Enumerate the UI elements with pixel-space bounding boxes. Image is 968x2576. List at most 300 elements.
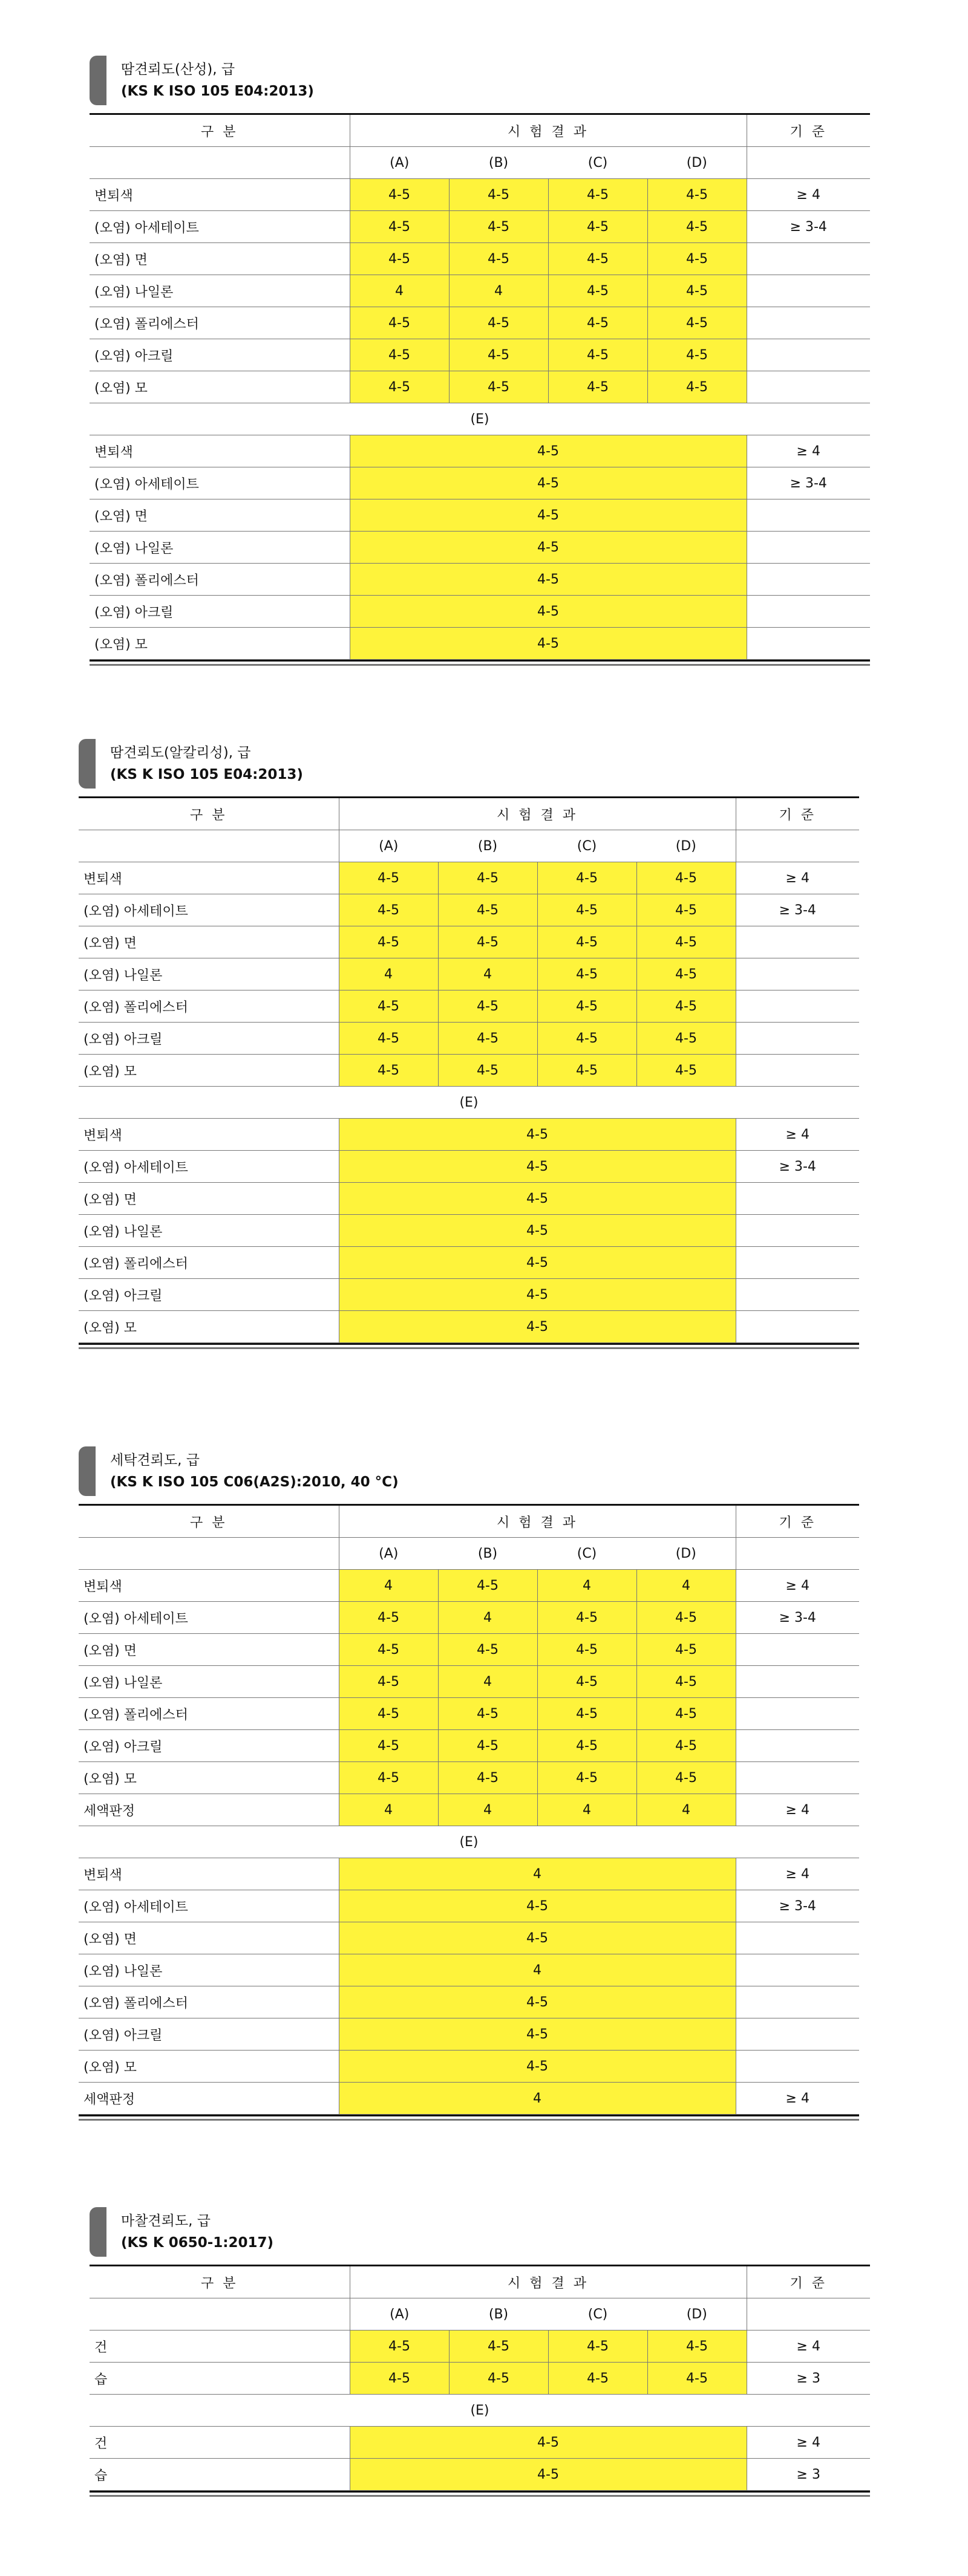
result-cell: 4-5 <box>636 990 736 1023</box>
result-cell: 4-5 <box>537 1762 636 1794</box>
sample-label: (C) <box>548 147 647 179</box>
sample-label-row <box>90 2298 870 2330</box>
result-cell: 4-5 <box>548 211 647 243</box>
standard-cell <box>736 1954 859 1986</box>
table-row <box>90 275 870 307</box>
row-label: (오염) 모 <box>79 1311 339 1343</box>
result-cell: 4-5 <box>350 243 449 275</box>
row-label: (오염) 모 <box>79 1055 339 1087</box>
row-label: (오염) 모 <box>79 1762 339 1794</box>
row-label: (오염) 나일론 <box>79 1215 339 1247</box>
section-standard: (KS K ISO 105 E04:2013) <box>110 767 303 782</box>
standard-cell: ≥ 3 <box>747 2459 870 2491</box>
sample-label: (B) <box>449 147 548 179</box>
standard-cell <box>736 2018 859 2051</box>
result-cell: 4-5 <box>339 1183 736 1215</box>
table-row <box>79 1055 859 1087</box>
standard-cell <box>736 1247 859 1279</box>
table-row <box>79 1602 859 1634</box>
row-label: 변퇴색 <box>90 179 350 211</box>
result-cell: 4-5 <box>537 926 636 958</box>
sample-label: (B) <box>438 830 537 862</box>
result-cell: 4 <box>339 1858 736 1890</box>
table-row <box>79 2083 859 2115</box>
result-cell: 4-5 <box>339 1215 736 1247</box>
standard-cell <box>747 371 870 403</box>
table-row <box>79 2051 859 2083</box>
result-cell: 4-5 <box>548 275 647 307</box>
result-cell: 4 <box>339 1794 438 1826</box>
row-label: 건 <box>90 2330 350 2363</box>
standard-cell: ≥ 4 <box>747 179 870 211</box>
result-cell: 4-5 <box>350 532 747 564</box>
table-end-rule <box>79 1343 859 1345</box>
row-label: (오염) 아세테이트 <box>79 894 339 926</box>
sample-e-label-row <box>79 1087 859 1119</box>
standard-cell: ≥ 3-4 <box>736 1602 859 1634</box>
result-cell: 4-5 <box>350 2363 449 2395</box>
table-row <box>90 211 870 243</box>
sample-label: (D) <box>636 1538 736 1570</box>
row-label: (오염) 아크릴 <box>79 1279 339 1311</box>
standard-cell <box>736 1634 859 1666</box>
standard-cell <box>747 532 870 564</box>
table-row <box>79 1858 859 1890</box>
table-row <box>79 894 859 926</box>
result-cell: 4 <box>449 275 548 307</box>
section-marker <box>90 2207 106 2257</box>
table-end-rule <box>90 660 870 662</box>
result-cell: 4-5 <box>647 307 747 339</box>
table-row <box>90 435 870 467</box>
fastness-section <box>79 739 859 1349</box>
header-standard: 기 준 <box>736 798 859 830</box>
table-header-row <box>79 798 859 830</box>
header-category: 구 분 <box>90 114 350 147</box>
result-cell: 4-5 <box>339 862 438 894</box>
row-label: 변퇴색 <box>90 435 350 467</box>
result-cell: 4 <box>339 1570 438 1602</box>
standard-cell <box>747 339 870 371</box>
result-cell: 4-5 <box>350 371 449 403</box>
result-cell: 4-5 <box>438 1730 537 1762</box>
sample-label-spacer <box>736 830 859 862</box>
table-row <box>79 1311 859 1343</box>
table-row <box>90 596 870 628</box>
section-header <box>79 739 859 796</box>
section-header <box>90 56 870 113</box>
row-label: 변퇴색 <box>79 1119 339 1151</box>
header-results: 시 험 결 과 <box>339 798 736 830</box>
fastness-section <box>90 2207 870 2497</box>
sample-label-spacer <box>747 2298 870 2330</box>
table-row <box>90 243 870 275</box>
result-cell: 4-5 <box>350 467 747 499</box>
table-row <box>90 564 870 596</box>
result-cell: 4-5 <box>339 2051 736 2083</box>
standard-cell: ≥ 3-4 <box>747 211 870 243</box>
row-label: (오염) 모 <box>90 628 350 660</box>
section-title: 땀견뢰도(산성), 급 <box>121 62 235 77</box>
standard-cell: ≥ 4 <box>747 2330 870 2363</box>
table-row <box>79 2018 859 2051</box>
standard-cell <box>736 1666 859 1698</box>
table-row <box>79 926 859 958</box>
result-cell: 4 <box>339 958 438 990</box>
table-row <box>79 1247 859 1279</box>
sample-e-label: (E) <box>90 403 870 435</box>
result-cell: 4-5 <box>350 211 449 243</box>
row-label: (오염) 나일론 <box>79 958 339 990</box>
table-end-rule <box>79 2119 859 2121</box>
row-label: 세액판정 <box>79 2083 339 2115</box>
result-cell: 4-5 <box>339 2018 736 2051</box>
fastness-section <box>90 56 870 666</box>
result-cell: 4-5 <box>449 339 548 371</box>
result-cell: 4-5 <box>350 2459 747 2491</box>
result-cell: 4-5 <box>438 926 537 958</box>
row-label: (오염) 면 <box>90 243 350 275</box>
standard-cell <box>736 1279 859 1311</box>
table-row <box>90 2330 870 2363</box>
standard-cell <box>747 628 870 660</box>
result-cell: 4-5 <box>438 1570 537 1602</box>
table-end-rule <box>90 2495 870 2497</box>
result-cell: 4 <box>537 1794 636 1826</box>
row-label: 건 <box>90 2427 350 2459</box>
section-title: 마찰견뢰도, 급 <box>121 2213 211 2229</box>
results-table <box>90 2265 870 2491</box>
section-standard: (KS K ISO 105 E04:2013) <box>121 83 314 99</box>
result-cell: 4-5 <box>647 2363 747 2395</box>
standard-cell <box>736 1023 859 1055</box>
table-row <box>79 1794 859 1826</box>
standard-cell <box>747 243 870 275</box>
result-cell: 4-5 <box>350 339 449 371</box>
result-cell: 4-5 <box>339 1986 736 2018</box>
standard-cell <box>736 1215 859 1247</box>
standard-cell <box>736 1922 859 1954</box>
fastness-section <box>79 1446 859 2121</box>
section-standard: (KS K ISO 105 C06(A2S):2010, 40 °C) <box>110 1474 399 1490</box>
result-cell: 4-5 <box>438 1634 537 1666</box>
sample-label: (D) <box>647 147 747 179</box>
result-cell: 4 <box>350 275 449 307</box>
result-cell: 4-5 <box>339 1666 438 1698</box>
table-row <box>90 371 870 403</box>
result-cell: 4-5 <box>636 1762 736 1794</box>
result-cell: 4-5 <box>449 243 548 275</box>
standard-cell <box>747 499 870 532</box>
row-label: (오염) 면 <box>79 1922 339 1954</box>
result-cell: 4-5 <box>339 1023 438 1055</box>
result-cell: 4-5 <box>449 2330 548 2363</box>
result-cell: 4-5 <box>339 1311 736 1343</box>
result-cell: 4-5 <box>647 275 747 307</box>
row-label: (오염) 아세테이트 <box>79 1151 339 1183</box>
sample-label: (C) <box>537 830 636 862</box>
row-label: (오염) 면 <box>90 499 350 532</box>
result-cell: 4-5 <box>339 1698 438 1730</box>
table-row <box>79 1986 859 2018</box>
result-cell: 4-5 <box>339 1634 438 1666</box>
row-label: (오염) 폴리에스터 <box>79 1698 339 1730</box>
result-cell: 4-5 <box>636 1602 736 1634</box>
table-row <box>90 628 870 660</box>
result-cell: 4-5 <box>647 211 747 243</box>
standard-cell <box>736 1730 859 1762</box>
table-row <box>79 1890 859 1922</box>
table-row <box>79 1151 859 1183</box>
result-cell: 4 <box>438 1666 537 1698</box>
result-cell: 4-5 <box>548 179 647 211</box>
table-row <box>79 1666 859 1698</box>
table-row <box>79 1922 859 1954</box>
result-cell: 4-5 <box>350 435 747 467</box>
row-label: 세액판정 <box>79 1794 339 1826</box>
result-cell: 4-5 <box>647 243 747 275</box>
table-row <box>90 467 870 499</box>
table-header-row <box>90 114 870 147</box>
result-cell: 4 <box>438 1794 537 1826</box>
result-cell: 4-5 <box>339 1602 438 1634</box>
standard-cell: ≥ 4 <box>736 1570 859 1602</box>
table-row <box>79 1023 859 1055</box>
result-cell: 4-5 <box>636 1698 736 1730</box>
result-cell: 4-5 <box>449 307 548 339</box>
section-header <box>90 2207 870 2265</box>
table-row <box>79 1762 859 1794</box>
results-table <box>79 796 859 1343</box>
standard-cell <box>747 275 870 307</box>
result-cell: 4-5 <box>636 1634 736 1666</box>
table-row <box>90 2459 870 2491</box>
row-label: (오염) 면 <box>79 1183 339 1215</box>
row-label: (오염) 아세테이트 <box>79 1602 339 1634</box>
standard-cell <box>736 1698 859 1730</box>
standard-cell <box>736 2051 859 2083</box>
result-cell: 4-5 <box>339 1279 736 1311</box>
table-row <box>79 1954 859 1986</box>
result-cell: 4-5 <box>636 862 736 894</box>
row-label: (오염) 아크릴 <box>79 2018 339 2051</box>
sample-label: (C) <box>548 2298 647 2330</box>
section-standard: (KS K 0650-1:2017) <box>121 2235 274 2251</box>
header-results: 시 험 결 과 <box>350 2266 747 2298</box>
result-cell: 4-5 <box>636 894 736 926</box>
table-row <box>79 1730 859 1762</box>
standard-cell: ≥ 3-4 <box>736 1890 859 1922</box>
result-cell: 4-5 <box>339 1055 438 1087</box>
result-cell: 4-5 <box>339 1890 736 1922</box>
row-label: (오염) 아크릴 <box>79 1730 339 1762</box>
sample-e-label-row <box>79 1826 859 1858</box>
result-cell: 4-5 <box>537 1666 636 1698</box>
standard-cell: ≥ 4 <box>736 1119 859 1151</box>
result-cell: 4-5 <box>339 1247 736 1279</box>
result-cell: 4 <box>636 1570 736 1602</box>
results-table <box>90 113 870 660</box>
result-cell: 4-5 <box>350 2330 449 2363</box>
result-cell: 4-5 <box>350 596 747 628</box>
table-row <box>90 532 870 564</box>
sample-label: (C) <box>537 1538 636 1570</box>
result-cell: 4-5 <box>548 2363 647 2395</box>
result-cell: 4-5 <box>537 1602 636 1634</box>
row-label: (오염) 폴리에스터 <box>79 1247 339 1279</box>
result-cell: 4-5 <box>647 339 747 371</box>
result-cell: 4-5 <box>449 371 548 403</box>
row-label: 변퇴색 <box>79 1570 339 1602</box>
row-label: (오염) 면 <box>79 926 339 958</box>
row-label: (오염) 폴리에스터 <box>79 990 339 1023</box>
sample-label: (B) <box>438 1538 537 1570</box>
section-marker <box>79 739 96 789</box>
result-cell: 4-5 <box>449 211 548 243</box>
standard-cell: ≥ 4 <box>747 435 870 467</box>
header-standard: 기 준 <box>747 114 870 147</box>
sample-label-spacer <box>90 147 350 179</box>
standard-cell <box>736 990 859 1023</box>
table-row <box>79 862 859 894</box>
result-cell: 4-5 <box>449 179 548 211</box>
result-cell: 4-5 <box>339 1119 736 1151</box>
result-cell: 4-5 <box>339 990 438 1023</box>
result-cell: 4-5 <box>647 371 747 403</box>
result-cell: 4-5 <box>438 862 537 894</box>
standard-cell: ≥ 4 <box>736 862 859 894</box>
row-label: 습 <box>90 2459 350 2491</box>
result-cell: 4-5 <box>537 958 636 990</box>
standard-cell: ≥ 3-4 <box>747 467 870 499</box>
result-cell: 4-5 <box>548 339 647 371</box>
table-row <box>90 2427 870 2459</box>
row-label: (오염) 아세테이트 <box>90 211 350 243</box>
result-cell: 4-5 <box>339 926 438 958</box>
row-label: (오염) 나일론 <box>79 1954 339 1986</box>
result-cell: 4 <box>636 1794 736 1826</box>
row-label: (오염) 모 <box>79 2051 339 2083</box>
row-label: (오염) 나일론 <box>90 532 350 564</box>
table-end-rule <box>90 664 870 666</box>
section-marker <box>79 1446 96 1496</box>
row-label: 변퇴색 <box>79 862 339 894</box>
result-cell: 4-5 <box>537 1698 636 1730</box>
result-cell: 4-5 <box>438 1023 537 1055</box>
standard-cell <box>736 1762 859 1794</box>
result-cell: 4-5 <box>339 1762 438 1794</box>
result-cell: 4-5 <box>636 1730 736 1762</box>
standard-cell <box>736 958 859 990</box>
standard-cell: ≥ 3-4 <box>736 894 859 926</box>
result-cell: 4-5 <box>438 1698 537 1730</box>
sample-e-label: (E) <box>79 1826 859 1858</box>
header-results: 시 험 결 과 <box>350 114 747 147</box>
sample-label-spacer <box>736 1538 859 1570</box>
standard-cell <box>736 1311 859 1343</box>
result-cell: 4 <box>339 2083 736 2115</box>
standard-cell <box>736 1183 859 1215</box>
header-category: 구 분 <box>90 2266 350 2298</box>
section-title: 세탁견뢰도, 급 <box>110 1452 200 1468</box>
result-cell: 4-5 <box>438 894 537 926</box>
table-end-rule <box>79 1347 859 1349</box>
result-cell: 4-5 <box>636 1055 736 1087</box>
result-cell: 4-5 <box>438 1762 537 1794</box>
result-cell: 4-5 <box>339 1151 736 1183</box>
result-cell: 4 <box>438 1602 537 1634</box>
sample-label: (D) <box>647 2298 747 2330</box>
result-cell: 4 <box>438 958 537 990</box>
standard-cell: ≥ 4 <box>736 2083 859 2115</box>
row-label: (오염) 아크릴 <box>90 596 350 628</box>
sample-label-spacer <box>747 147 870 179</box>
standard-cell <box>736 926 859 958</box>
table-row <box>79 1570 859 1602</box>
standard-cell: ≥ 3-4 <box>736 1151 859 1183</box>
result-cell: 4 <box>339 1954 736 1986</box>
result-cell: 4-5 <box>350 628 747 660</box>
sample-label-spacer <box>90 2298 350 2330</box>
row-label: (오염) 나일론 <box>79 1666 339 1698</box>
result-cell: 4-5 <box>537 1634 636 1666</box>
section-marker <box>90 56 106 105</box>
table-row <box>79 1119 859 1151</box>
result-cell: 4-5 <box>537 990 636 1023</box>
sample-label: (B) <box>449 2298 548 2330</box>
table-header-row <box>79 1505 859 1538</box>
result-cell: 4-5 <box>339 1922 736 1954</box>
result-cell: 4-5 <box>350 2427 747 2459</box>
row-label: (오염) 폴리에스터 <box>79 1986 339 2018</box>
result-cell: 4-5 <box>537 1055 636 1087</box>
table-row <box>90 179 870 211</box>
standard-cell <box>736 1055 859 1087</box>
standard-cell <box>747 307 870 339</box>
row-label: (오염) 아크릴 <box>79 1023 339 1055</box>
table-end-rule <box>79 2115 859 2116</box>
table-row <box>90 307 870 339</box>
row-label: (오염) 아크릴 <box>90 339 350 371</box>
table-row <box>79 1215 859 1247</box>
table-row <box>90 339 870 371</box>
table-row <box>79 1698 859 1730</box>
table-row <box>79 1183 859 1215</box>
header-standard: 기 준 <box>736 1505 859 1538</box>
table-header-row <box>90 2266 870 2298</box>
sample-e-label: (E) <box>79 1087 859 1119</box>
result-cell: 4-5 <box>350 499 747 532</box>
standard-cell <box>736 1986 859 2018</box>
result-cell: 4-5 <box>537 1730 636 1762</box>
result-cell: 4-5 <box>350 307 449 339</box>
sample-label: (A) <box>339 1538 438 1570</box>
row-label: (오염) 나일론 <box>90 275 350 307</box>
row-label: 습 <box>90 2363 350 2395</box>
result-cell: 4-5 <box>548 243 647 275</box>
sample-label-row <box>90 147 870 179</box>
sample-e-label-row <box>90 403 870 435</box>
table-end-rule <box>90 2491 870 2493</box>
row-label: (오염) 아세테이트 <box>79 1890 339 1922</box>
row-label: (오염) 폴리에스터 <box>90 307 350 339</box>
table-row <box>79 1634 859 1666</box>
sample-e-label-row <box>90 2395 870 2427</box>
sample-label-row <box>79 830 859 862</box>
sample-label: (D) <box>636 830 736 862</box>
header-results: 시 험 결 과 <box>339 1505 736 1538</box>
table-row <box>90 2363 870 2395</box>
